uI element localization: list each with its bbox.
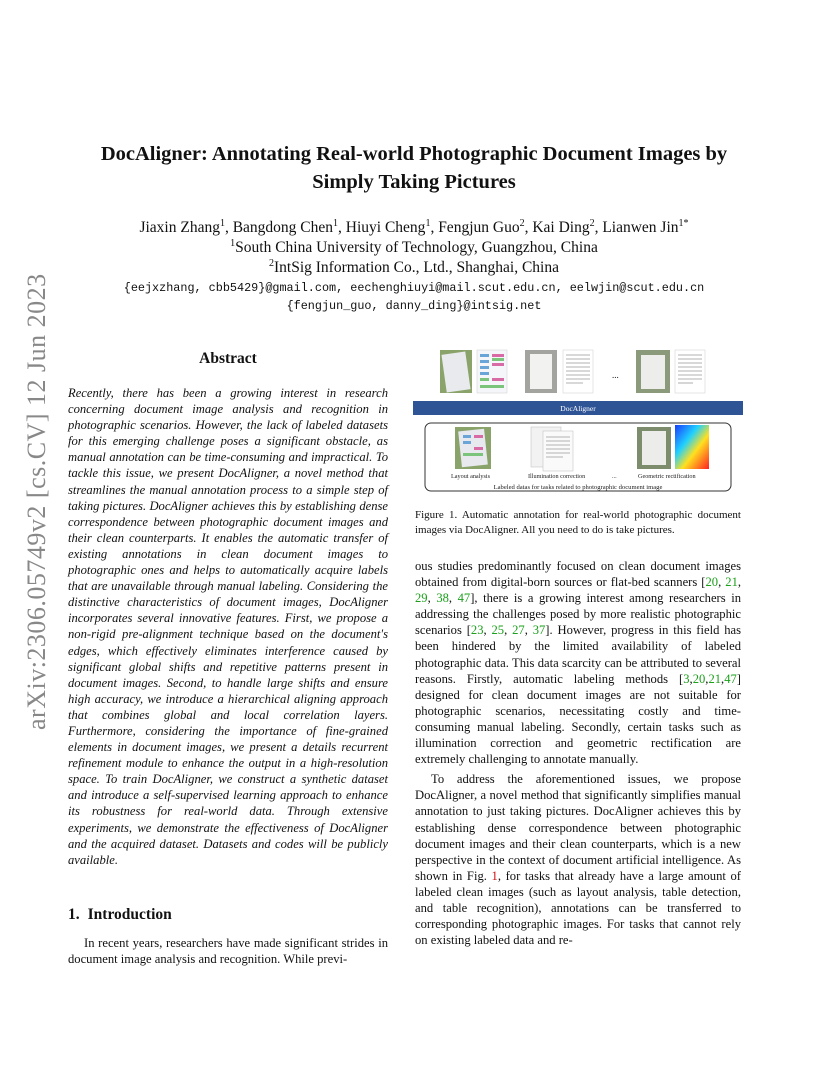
email-line-2[interactable]: {fengjun_guo, danny_ding}@intsig.net [286,299,542,313]
paragraph-text: ous studies predominantly focused on clean document images obtained from digital-born sources or flat-bed scanners [ [415,559,741,590]
abstract-body: Recently, there has been a growing interest in research concerning document image analysis and recognition in photographic scenarios. However, the lack of labeled datasets for this emerging challenge poses a significant obstacle, as manual annotation can be time-consuming and impractical. To tackle this issue, we present DocAligner, a novel method that streamlines the manual annotation process to a simple step of taking pictures. DocAligner achieves this by establishing dense correspondence between photographic document images and their clean counterparts. It enables the automatic transfer of existing annotations in clean document images to photographic ones and helps to automatically acquire labels that are unavailable through manual labeling. Considering the distinctive characteristics of document images, DocAligner incorporates several innovative features. First, we propose a non-rigid pre-alignment technique based on the document's edges, which effectively eliminates interference caused by significant global shifts and repetitive patterns present in document images. Second, to handle large shifts and ensure high accuracy, we introduce a hierarchical aligning approach that combines global and local correlation layers. Furthermore, considering the importance of fine-grained elements in document images, we present a details recurrent refinement module to enhance the output in a high-resolution space. To train DocAligner, we construct a synthetic dataset and introduce a self-supervised learning approach to enhance its robustness for real-world data. Through extensive experiments, we demonstrate the effectiveness of DocAligner and the acquired dataset. Datasets and codes will be publicly available. [68,386,388,867]
figure-ellipsis: ... [612,370,619,380]
email-line-1[interactable]: {eejxzhang, cbb5429}@gmail.com, eechenghiuyi@mail.scut.edu.cn, eelwjin@scut.edu.cn [123,281,705,295]
output-layout-analysis [455,427,491,469]
section-heading-introduction [68,906,172,924]
citation-link[interactable]: 23 [470,623,484,638]
affiliation-number: 2 [268,257,274,269]
citation-link[interactable]: 20 [705,575,719,590]
citation-link[interactable]: 21 [725,575,738,590]
citation-link[interactable]: 29 [415,591,428,606]
introduction-paragraph: In recent years, researchers have made significant strides in document image analysis and recognition. While previ- [68,936,388,967]
label-ellipsis: ... [612,473,617,480]
label-geometric-rectification: Geometric rectification [638,473,696,480]
figure-1 [413,345,743,495]
figure-1-caption: Figure 1. Automatic annotation for real-world photographic document images via DocAligner. All you need to do is take pictures. [415,509,741,536]
photo-document [530,354,552,389]
intro-paragraph-2 [415,771,741,948]
section-number: 1. [68,906,80,923]
affiliation-1 [60,238,768,258]
citation-link[interactable]: 47 [457,591,471,606]
affiliation-text: IntSig Information Co., Ltd., Shanghai, China [273,259,559,276]
author-name: Hiuyi Cheng [345,219,426,236]
author-affiliation: 1 [219,217,225,229]
paragraph-text: To address the aforementioned issues, we propose DocAligner, a novel method that significantly simplifies manual annotation to just taking pictures. DocAligner achieves this by establishing dense correspondence between photographic document images and their clean counterparts, which is a new perspective in the context of document artificial intelligence. As shown in Fig. [415,772,741,883]
author-affiliation: 1 [425,217,431,229]
title-line-1: DocAligner: Annotating Real-world Photographic Document Images by [100,143,728,165]
affiliation-number: 1 [230,237,236,249]
top-pair-3 [636,350,705,393]
author-name: Fengjun Guo [438,219,520,236]
citation-link[interactable]: 20 [692,671,706,686]
paragraph-text: ] designed for clean document images are not suitable for photographic scenarios, necessitating costly and time-consuming manual labeling. Secondly, certain tasks such as illumination correction and geometric rectification are extremely challenging to annotate manually. [415,671,741,767]
paragraph-text: ], there is a growing interest among researchers in addressing the challenges posed by more realistic photographic scenarios [ [415,591,742,638]
author-name: Bangdong Chen [232,219,334,236]
arxiv-identifier: arXiv:2306.05749v2 [cs.CV] 12 Jun 2023 [22,273,51,730]
clean-document [675,350,705,393]
photo-document [641,355,665,389]
paper-title [60,140,768,196]
affiliation-2 [60,258,768,278]
author-name: Kai Ding [532,219,590,236]
paragraph-text: ]. However, progress in this field has been hindered by the limited availability of labeled photographic data. This data scarcity can be attributed to several reasons. Firstly, automatic labeling methods [ [415,623,742,686]
intro-paragraph-continued: ous studies predominantly focused on clean document images obtained from digital-born sources or flat-bed scanners [20, 21, 29, 38, 47], there is a growing interest among researchers in addressing the challenges posed by more realistic photographic scenarios [23, 25, 27, 37]. However, progress in this field has been hindered by the limited availability of labeled photographic data. This data scarcity can be attributed to several reasons. Firstly, automatic labeling methods [3,20,21,47] designed for clean document images are not suitable for photographic scenarios, necessitating costly and time-consuming manual labeling. Secondly, certain tasks such as illumination correction and geometric rectification are extremely challenging to annotate manually. To address the aforementioned issues, we propose DocAligner, a novel method that significantly simplifies manual annotation to just taking pictures. DocAligner achieves this by establishing dense correspondence between photographic document images and their clean counterparts, which is a new perspective in the context of document artificial intelligence. As shown in Fig. 1, for tasks that already have a large amount of labeled clean images (such as layout analysis, table detection, and table recognition), annotations can be transferred to corresponding photographic images. For tasks that cannot rely on existing labeled data and re- [415,559,742,948]
paragraph-text: , for tasks that already have a large amount of labeled clean images (such as layout analysis, table detection, and table recognition), annotations can be transferred to corresponding photographic images. For tasks that cannot rely on existing labeled data and re- [415,868,741,948]
top-pair-1 [440,350,507,393]
citation-link[interactable]: 37 [532,623,546,638]
section-title: Introduction [87,906,172,923]
author-affiliation: 1* [678,217,689,229]
author-affiliation: 1 [333,217,339,229]
affiliation-text: South China University of Technology, Guangzhou, China [235,239,598,256]
abstract-heading: Abstract [199,350,257,367]
citation-link[interactable]: 47 [724,671,737,686]
author-name: Jiaxin Zhang [139,219,220,236]
docaligner-bar-label: DocAligner [560,404,596,413]
clean-document [563,350,593,393]
author-affiliation: 2 [519,217,525,229]
citation-link[interactable]: 38 [436,591,449,606]
figure-reference-link[interactable]: 1 [491,868,498,883]
label-bottom: Labeled datas for tasks related to photographic document image [493,484,663,491]
output-illumination-correction [531,427,573,471]
citation-link[interactable]: 3 [683,671,690,686]
flow-map [675,425,709,469]
title-line-2: Simply Taking Pictures [312,171,516,193]
citation-link[interactable]: 21 [708,671,722,686]
label-illumination-correction: Illumination correction [528,473,586,480]
author-affiliation: 2 [589,217,595,229]
author-name: Lianwen Jin [602,219,679,236]
citation-link[interactable]: 27 [512,623,525,638]
citation-link[interactable]: 25 [491,623,505,638]
label-layout-analysis: Layout analysis [451,473,491,480]
top-pair-2 [525,350,593,393]
author-list: Jiaxin Zhang$^1$, Bangdong Chen$^1$, Hiuyi Cheng$^1$, Fengjun Guo$^2$, Kai Ding$^2$, Lianwen Jin$^{1*}$ [139,217,689,236]
